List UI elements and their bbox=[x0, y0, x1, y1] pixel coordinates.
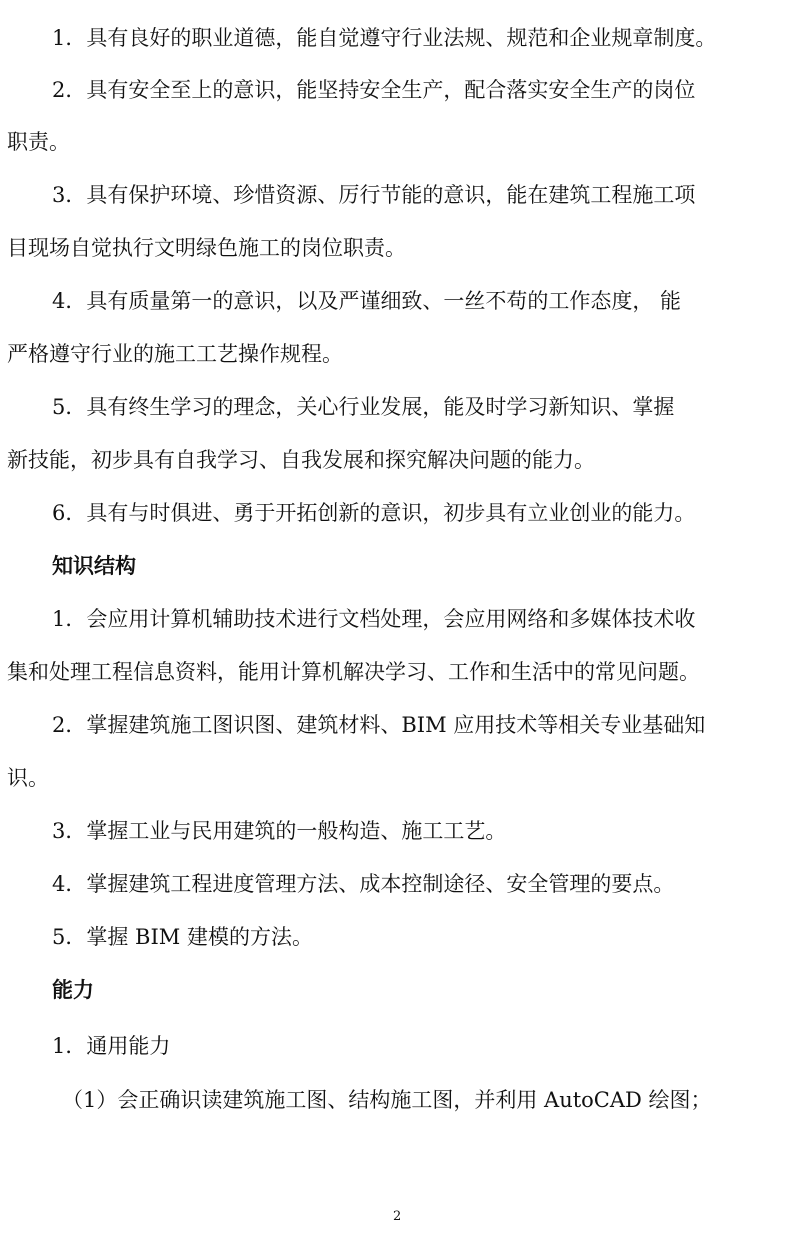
ability-subheading-general: 1．通用能力 bbox=[52, 1034, 171, 1058]
quality-item-2-line-1: 2．具有安全至上的意识，能坚持安全生产，配合落实安全生产的岗位 bbox=[52, 78, 696, 102]
quality-item-1: 1．具有良好的职业道德，能自觉遵守行业法规、规范和企业规章制度。 bbox=[52, 26, 717, 50]
knowledge-item-4: 4．掌握建筑工程进度管理方法、成本控制途径、安全管理的要点。 bbox=[52, 872, 675, 896]
ability-heading: 能力 bbox=[52, 978, 94, 1002]
knowledge-item-2-line-1: 2．掌握建筑施工图识图、建筑材料、BIM 应用技术等相关专业基础知 bbox=[52, 713, 706, 737]
quality-item-3-line-2: 目现场自觉执行文明绿色施工的岗位职责。 bbox=[7, 236, 406, 260]
knowledge-item-5: 5．掌握 BIM 建模的方法。 bbox=[52, 925, 313, 949]
quality-item-6: 6．具有与时俱进、勇于开拓创新的意识，初步具有立业创业的能力。 bbox=[52, 501, 696, 525]
knowledge-item-1-line-1: 1．会应用计算机辅助技术进行文档处理，会应用网络和多媒体技术收 bbox=[52, 607, 696, 631]
quality-item-4-line-1: 4．具有质量第一的意识，以及严谨细致、一丝不苟的工作态度， 能 bbox=[52, 289, 682, 313]
quality-item-4-line-2: 严格遵守行业的施工工艺操作规程。 bbox=[7, 342, 343, 366]
quality-item-5-line-1: 5．具有终生学习的理念，关心行业发展，能及时学习新知识、掌握 bbox=[52, 395, 675, 419]
knowledge-item-1-line-2: 集和处理工程信息资料，能用计算机解决学习、工作和生活中的常见问题。 bbox=[7, 660, 700, 684]
ability-general-item-1: （1）会正确识读建筑施工图、结构施工图，并利用 AutoCAD 绘图； bbox=[62, 1088, 712, 1112]
knowledge-item-2-line-2: 识。 bbox=[7, 766, 49, 790]
quality-item-5-line-2: 新技能，初步具有自我学习、自我发展和探究解决问题的能力。 bbox=[7, 448, 595, 472]
quality-item-2-line-2: 职责。 bbox=[7, 130, 70, 154]
knowledge-item-3: 3．掌握工业与民用建筑的一般构造、施工工艺。 bbox=[52, 819, 507, 843]
knowledge-heading: 知识结构 bbox=[52, 554, 136, 578]
quality-item-3-line-1: 3．具有保护环境、珍惜资源、厉行节能的意识，能在建筑工程施工项 bbox=[52, 183, 696, 207]
page-number: 2 bbox=[393, 1209, 402, 1224]
